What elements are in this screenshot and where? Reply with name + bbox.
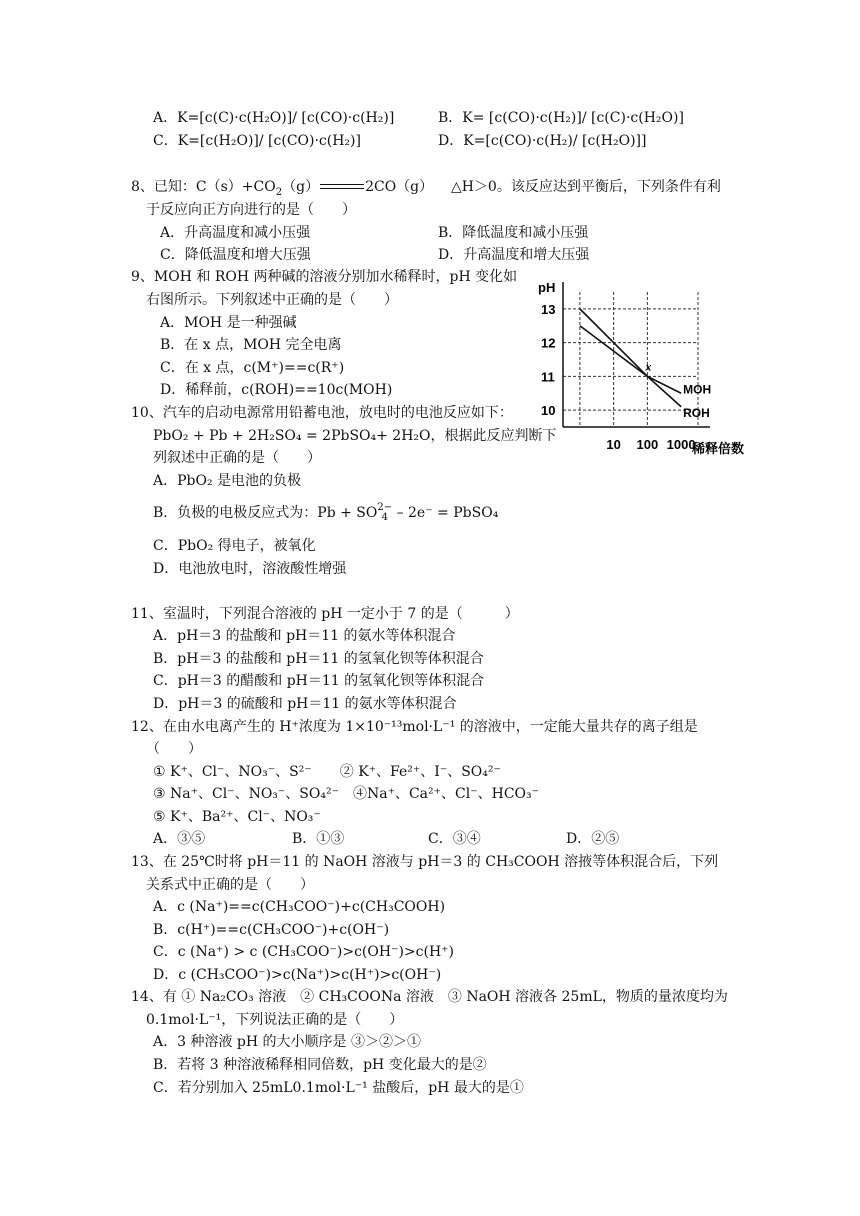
q12-option-a: A．③⑤	[153, 831, 206, 847]
q9-option-c: C．在 x 点，c(M⁺)==c(R⁺)	[160, 360, 345, 376]
q7-option-a: A．K=[c(C)·c(H₂O)]/ [c(CO)·c(H₂)]	[153, 110, 395, 126]
q14-option-a: A．3 种溶液 pH 的大小顺序是 ③＞②＞①	[153, 1034, 421, 1050]
q14-option-b: B．若将 3 种溶液稀释相同倍数，pH 变化最大的是②	[153, 1057, 487, 1073]
series-line-moh	[580, 309, 681, 393]
y-axis-label: pH	[538, 280, 556, 295]
y-tick-label: 11	[541, 369, 555, 385]
q11-stem: 11、室温时，下列混合溶液的 pH 一定小于 7 的是（ ）	[131, 606, 519, 622]
q11-option-b: B．pH＝3 的盐酸和 pH＝11 的氢氧化钡等体积混合	[153, 651, 484, 667]
q10-option-b: B．负极的电极反应式为：Pb + SO 2− 4 – 2e⁻ = PbSO₄	[153, 502, 499, 523]
q13-stem: 13、在 25℃时将 pH＝11 的 NaOH 溶液与 pH＝3 的 CH₃COOH 溶掖等体积混合后，下列	[131, 854, 719, 870]
series-label-moh: MOH	[683, 382, 712, 397]
q8-option-b: B．降低温度和减小压强	[438, 225, 589, 241]
q14-option-c: C．若分别加入 25mL0.1mol·L⁻¹ 盐酸后，pH 最大的是①	[153, 1080, 524, 1096]
q8-option-c: C．降低温度和增大压强	[160, 247, 311, 263]
y-tick-label: 10	[541, 403, 556, 419]
x-axis-label: 稀释倍数	[692, 441, 745, 456]
q8-option-a: A．升高温度和减小压强	[160, 225, 311, 241]
q13-option-d: D．c (CH₃COO⁻)>c(Na⁺)>c(H⁺)>c(OH⁻)	[153, 967, 442, 983]
q9-option-b: B．在 x 点，MOH 完全电离	[160, 337, 342, 353]
q8-stem-line2: 于反应向正方向进行的是（ ）	[146, 202, 356, 218]
q11-option-d: D．pH＝3 的硫酸和 pH＝11 的氨水等体积混合	[153, 696, 457, 712]
q12-ions-row3: ⑤ K⁺、Ba²⁺、Cl⁻、NO₃⁻	[153, 809, 321, 825]
q9-stem-line2: 右图所示。下列叙述中正确的是（ ）	[146, 292, 398, 308]
q14-stem: 14、有 ① Na₂CO₃ 溶液 ② CH₃COONa 溶液 ③ NaOH 溶液各 25mL，物质的量浓度均为	[131, 989, 728, 1005]
y-tick-label: 12	[541, 335, 556, 351]
x-tick-label: 100	[636, 437, 659, 452]
q12-option-c: C．③④	[428, 831, 481, 847]
series-line-roh	[580, 326, 681, 407]
q12-ions-row2: ③ Na⁺、Cl⁻、NO₃⁻、SO₄²⁻ ④Na⁺、Ca²⁺、Cl⁻、HCO₃⁻	[153, 786, 540, 802]
series-label-roh: ROH	[683, 405, 710, 420]
q13-option-b: B．c(H⁺)==c(CH₃COO⁻)+c(OH⁻)	[153, 922, 390, 938]
q13-option-c: C．c (Na⁺) > c (CH₃COO⁻)>c(OH⁻)>c(H⁺)	[153, 944, 455, 960]
q11-option-c: C．pH＝3 的醋酸和 pH＝11 的氢氧化钡等体积混合	[153, 673, 485, 689]
q10-equation: PbO₂ + Pb + 2H₂SO₄ = 2PbSO₄+ 2H₂O，根据此反应判断下	[153, 428, 557, 444]
q13-stem-line2: 关系式中正确的是（ ）	[146, 877, 314, 893]
q9-option-a: A．MOH 是一种强碱	[160, 315, 297, 331]
chart-ticks	[541, 302, 696, 452]
intersection-point-label: x	[645, 359, 652, 374]
x-tick-label: 1000	[666, 437, 696, 452]
q12-option-b: B．①③	[292, 831, 345, 847]
q10-option-d: D．电池放电时，溶液酸性增强	[153, 561, 347, 577]
q12-option-d: D．②⑤	[566, 831, 620, 847]
ph-dilution-chart	[530, 272, 790, 462]
q14-stem-line2: 0.1mol·L⁻¹，下列说法正确的是（ ）	[146, 1012, 404, 1028]
q7-option-b: B．K= [c(CO)·c(H₂)]/ [c(C)·c(H₂O)]	[438, 110, 684, 126]
q10-stem: 10、汽车的启动电源常用铅蓄电池，放电时的电池反应如下：	[131, 405, 513, 421]
q12-stem: 12、在由水电离产生的 H⁺浓度为 1×10⁻¹³mol·L⁻¹ 的溶液中，一定能大量共存的离子组是	[131, 719, 698, 735]
equilibrium-arrow-icon	[320, 182, 364, 192]
q12-stem-line2: （ ）	[146, 741, 202, 757]
chart-series	[580, 309, 711, 420]
q9-stem: 9、MOH 和 ROH 两种碱的溶液分别加水稀释时，pH 变化如	[131, 269, 518, 285]
q13-option-a: A．c (Na⁺)==c(CH₃COO⁻)+c(CH₃COOH)	[153, 899, 446, 915]
q10-option-c: C．PbO₂ 得电子，被氧化	[153, 538, 316, 554]
x-tick-label: 10	[606, 437, 621, 452]
q7-option-d: D．K=[c(CO)·c(H₂)/ [c(H₂O)]]	[438, 133, 647, 149]
q8-option-d: D．升高温度和增大压强	[438, 247, 590, 263]
q11-option-a: A．pH＝3 的盐酸和 pH＝11 的氨水等体积混合	[153, 628, 456, 644]
q12-ions-row1: ① K⁺、Cl⁻、NO₃⁻、S²⁻ ② K⁺、Fe²⁺、I⁻、SO₄²⁻	[153, 764, 501, 780]
q7-option-c: C．K=[c(H₂O)]/ [c(CO)·c(H₂)]	[153, 133, 361, 149]
y-tick-label: 13	[541, 301, 556, 317]
q10-option-a: A．PbO₂ 是电池的负极	[153, 473, 302, 489]
q9-option-d: D．稀释前，c(ROH)==10c(MOH)	[160, 382, 393, 398]
q8-stem: 8、已知：$C(s)+CO_2(g)$ 2CO（g） △H＞0。该反应达到平衡后，下列条件有利	[131, 179, 721, 198]
q10-stem-line3: 列叙述中正确的是（ ）	[153, 450, 321, 466]
